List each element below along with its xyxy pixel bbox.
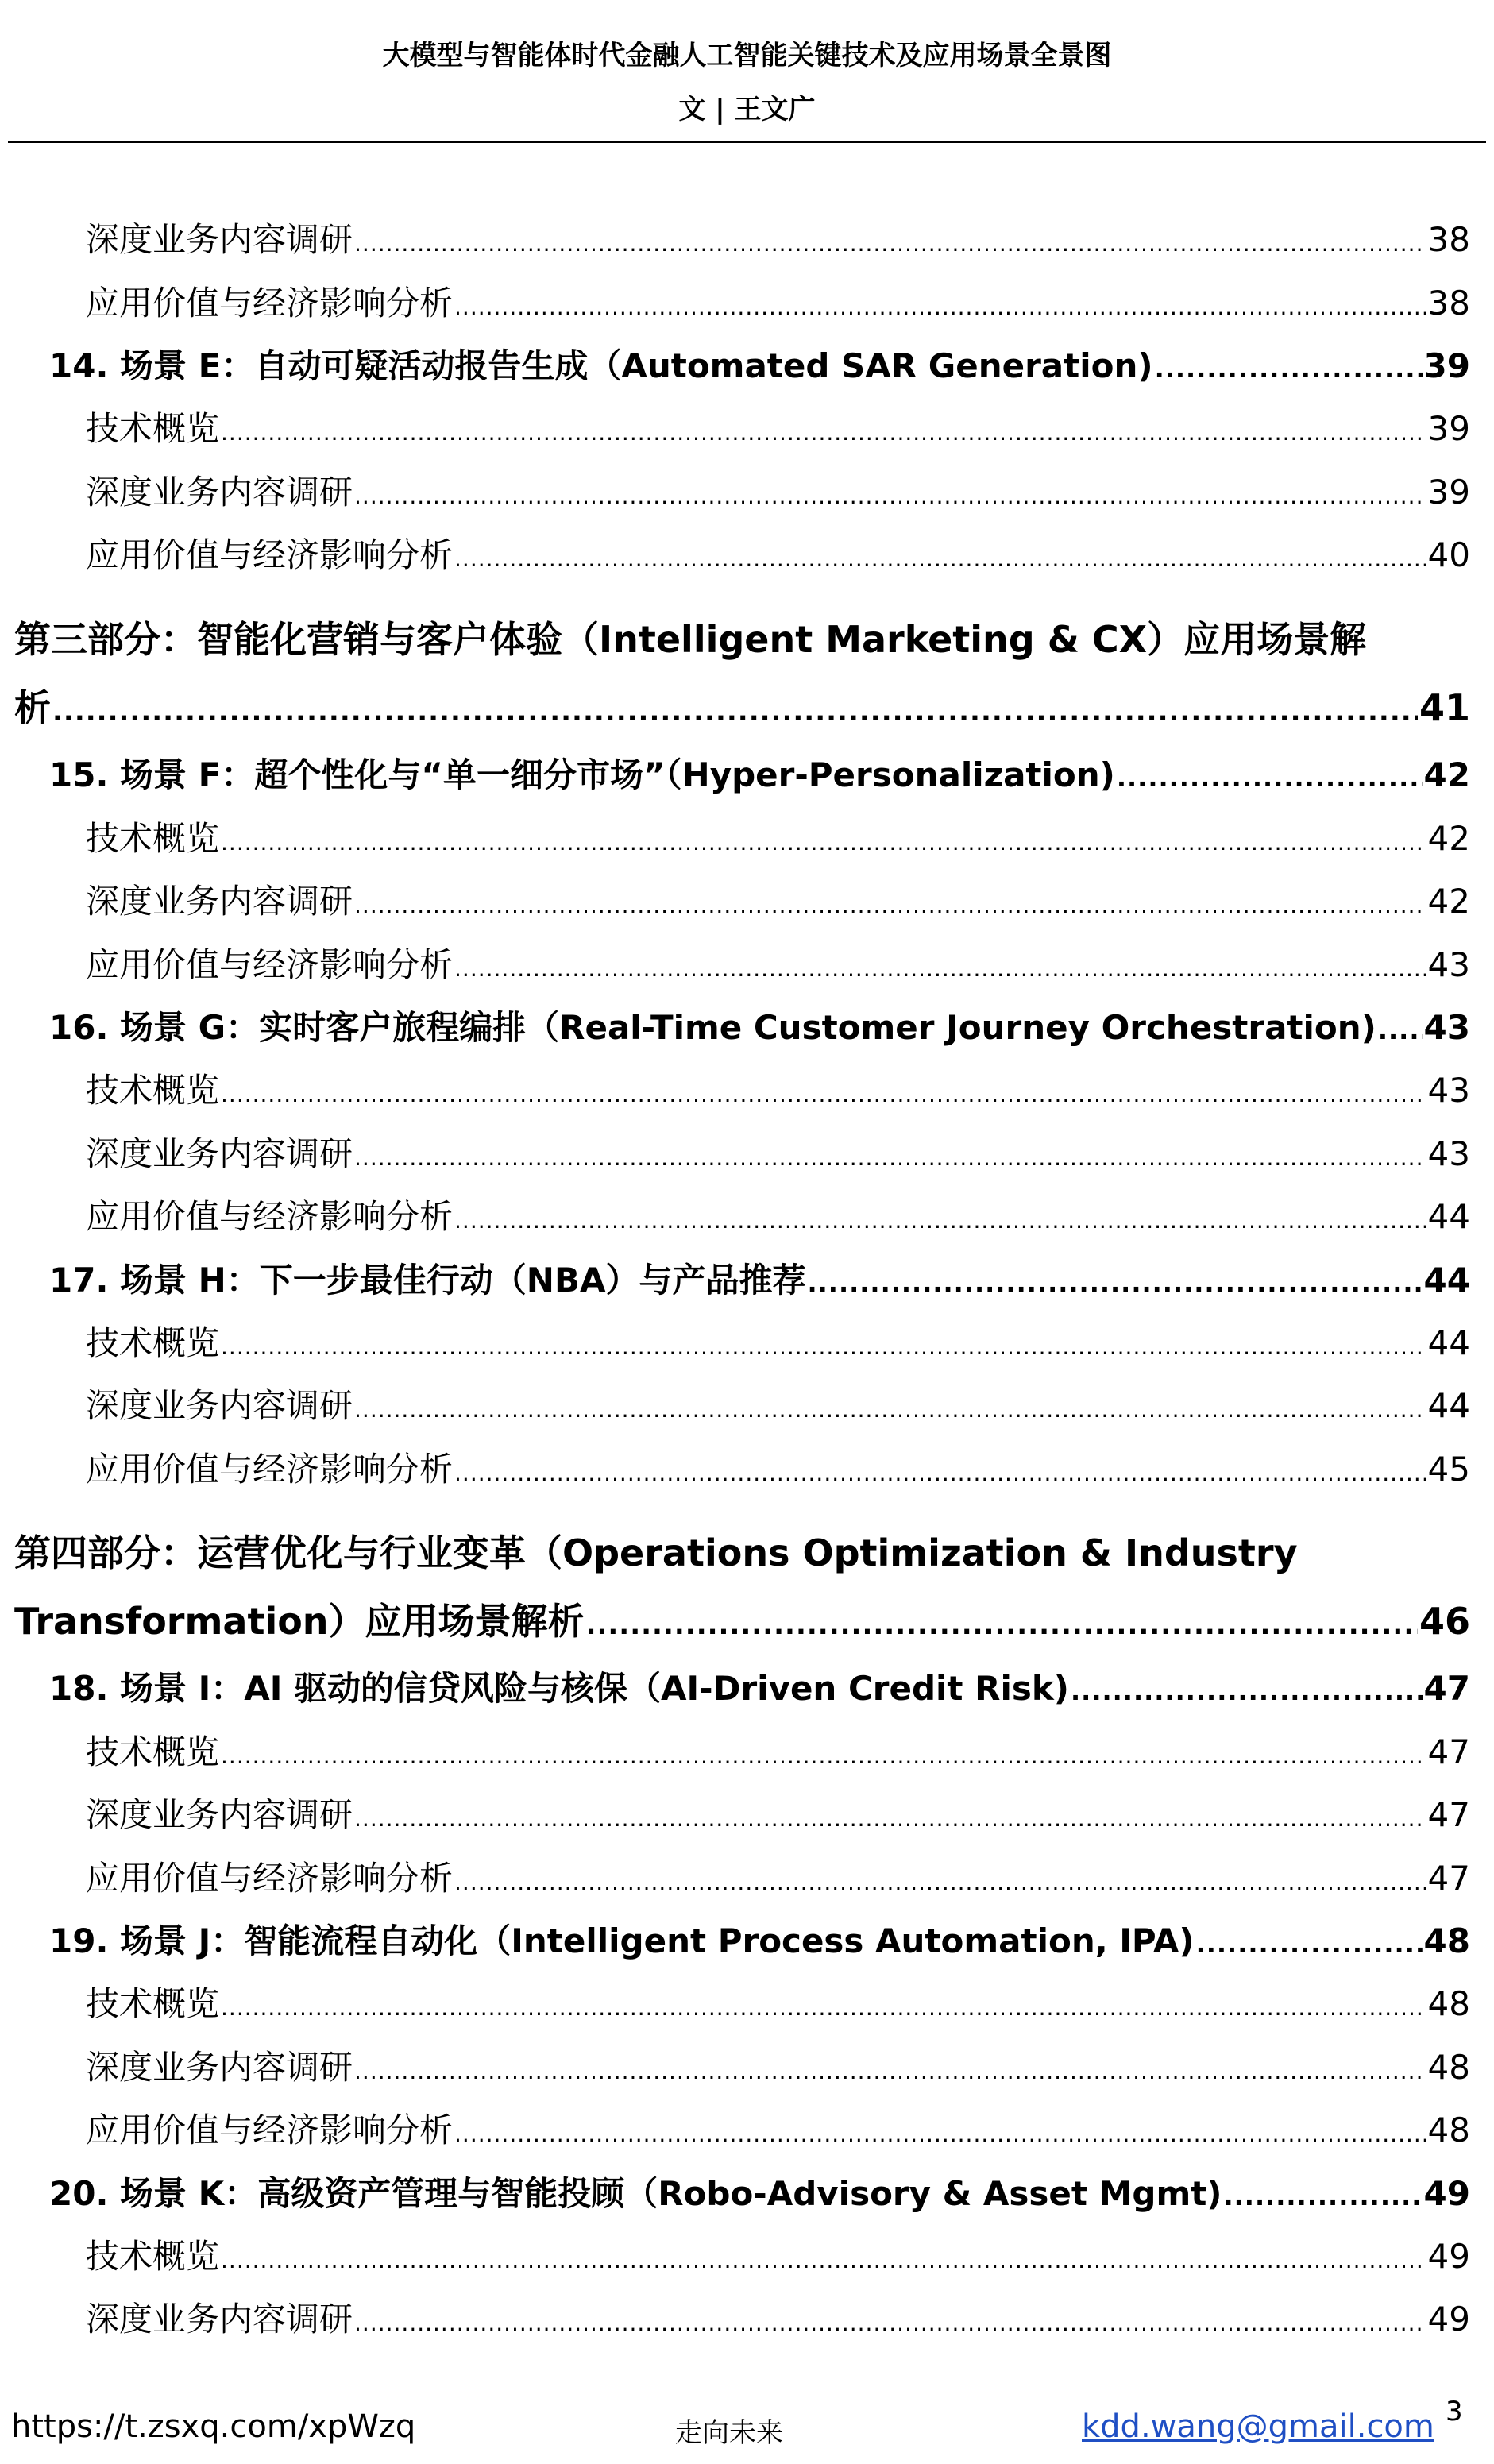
toc-entry-subsection[interactable] — [86, 467, 1470, 518]
toc-entry-title: 技术概览 — [86, 409, 220, 448]
toc-dot-leader — [221, 1731, 1426, 1782]
toc-page-number: 48 — [1427, 1984, 1470, 2023]
toc-entry-title: 技术概览 — [86, 1984, 220, 2023]
toc-entry-title: 15. 场景 F：超个性化与“单一细分市场”（Hyper-Personalization) — [49, 755, 1115, 794]
toc-page-number: 44 — [1427, 1386, 1470, 1425]
toc-entry-title: 技术概览 — [86, 819, 220, 858]
toc-entry-subsection[interactable] — [86, 404, 1470, 454]
toc-page-number: 47 — [1423, 1669, 1470, 1708]
toc-entry-title: 应用价值与经济影响分析 — [86, 945, 454, 984]
footer-center-text: 走向未来 — [675, 2417, 783, 2449]
toc-entry-subsection[interactable] — [86, 876, 1470, 927]
toc-entry-title: 深度业务内容调研 — [86, 1795, 353, 1834]
toc-entry-subsection[interactable] — [86, 2231, 1470, 2282]
toc-entry-scenario[interactable] — [49, 750, 1470, 801]
page-number: 3 — [1446, 2396, 1463, 2427]
toc-page-number: 47 — [1427, 1859, 1470, 1898]
toc-entry-subsection[interactable] — [86, 1318, 1470, 1369]
toc-page-number: 49 — [1427, 2300, 1470, 2338]
toc-page-number: 48 — [1427, 2048, 1470, 2087]
toc-page-number: 43 — [1423, 1008, 1470, 1047]
toc-part-title[interactable]: 第四部分：运营优化与行业变革（Operations Optimization & Industry — [14, 1531, 1298, 1574]
toc-entry-subsection[interactable] — [86, 1191, 1470, 1242]
toc-dot-leader — [454, 944, 1426, 994]
toc-dot-leader — [354, 1794, 1426, 1844]
toc-page-number: 47 — [1427, 1795, 1470, 1834]
toc-dot-leader — [354, 218, 1426, 269]
toc-dot-leader — [1117, 752, 1423, 803]
toc-dot-leader — [454, 282, 1426, 333]
toc-dot-leader — [221, 1069, 1426, 1120]
toc-entry-subsection[interactable] — [86, 2105, 1470, 2156]
toc-entry-subsection[interactable] — [86, 1727, 1470, 1778]
toc-entry-title: 16. 场景 G：实时客户旅程编排（Real-Time Customer Journey Orchestration) — [49, 1008, 1376, 1047]
toc-entry-title: 应用价值与经济影响分析 — [86, 2111, 454, 2149]
toc-entry-part[interactable] — [14, 1593, 1470, 1649]
toc-page-number: 39 — [1427, 473, 1470, 512]
toc-dot-leader — [1223, 2171, 1422, 2222]
toc-entry-title: 应用价值与经济影响分析 — [86, 1197, 454, 1236]
toc-entry-title: 深度业务内容调研 — [86, 220, 353, 259]
toc-dot-leader — [454, 1857, 1426, 1908]
toc-page-number: 42 — [1423, 755, 1470, 794]
toc-entry-subsection[interactable] — [86, 940, 1470, 991]
toc-page-number: 44 — [1427, 1197, 1470, 1236]
toc-entry-subsection[interactable] — [86, 1979, 1470, 2030]
toc-dot-leader — [221, 407, 1426, 458]
toc-entry-title: 17. 场景 H：下一步最佳行动（NBA）与产品推荐 — [49, 1261, 806, 1300]
toc-page-number: 43 — [1427, 1071, 1470, 1110]
toc-dot-leader — [807, 1257, 1422, 1308]
toc-entry-subsection[interactable] — [86, 813, 1470, 864]
toc-entry-title: 深度业务内容调研 — [86, 473, 353, 512]
toc-page-number: 38 — [1427, 284, 1470, 322]
toc-entry-title: 应用价值与经济影响分析 — [86, 535, 454, 574]
page-footer — [0, 2396, 1494, 2464]
toc-entry-subsection[interactable] — [86, 278, 1470, 329]
toc-page-number: 40 — [1427, 535, 1470, 574]
toc-page-number: 38 — [1427, 220, 1470, 259]
toc-dot-leader — [221, 1983, 1426, 2033]
toc-page-number: 39 — [1423, 346, 1470, 385]
toc-page-number: 41 — [1419, 686, 1470, 729]
toc-dot-leader — [221, 1322, 1426, 1373]
toc-entry-title: 应用价值与经济影响分析 — [86, 284, 454, 322]
toc-page-number: 47 — [1427, 1732, 1470, 1771]
footer-url-link[interactable]: https://t.zsxq.com/xpWzq — [11, 2408, 416, 2445]
document-author: 文 | 王文广 — [678, 94, 816, 126]
toc-dot-leader — [586, 1597, 1418, 1653]
toc-part-title[interactable]: 第三部分：智能化营销与客户体验（Intelligent Marketing & CX）应用场景解 — [14, 618, 1367, 661]
toc-dot-leader — [354, 2298, 1426, 2349]
toc-entry-subsection[interactable] — [86, 530, 1470, 581]
toc-dot-leader — [221, 817, 1426, 868]
toc-dot-leader — [354, 2046, 1426, 2097]
toc-entry-subsection[interactable] — [86, 1444, 1470, 1495]
toc-entry-title: 18. 场景 I：AI 驱动的信贷风险与核保（AI-Driven Credit Risk) — [49, 1669, 1069, 1708]
toc-page-number: 43 — [1427, 945, 1470, 984]
toc-entry-subsection[interactable] — [86, 2294, 1470, 2345]
toc-entry-title: 技术概览 — [86, 1732, 220, 1771]
toc-dot-leader — [1155, 343, 1423, 394]
toc-entry-title: Transformation）应用场景解析 — [14, 1600, 585, 1643]
toc-entry-title: 应用价值与经济影响分析 — [86, 1450, 454, 1489]
toc-dot-leader — [454, 1195, 1426, 1246]
toc-dot-leader — [354, 880, 1426, 931]
toc-entry-scenario[interactable] — [49, 2169, 1470, 2219]
toc-dot-leader — [1378, 1005, 1423, 1056]
toc-entry-part[interactable] — [14, 680, 1470, 736]
toc-dot-leader — [221, 2235, 1426, 2286]
toc-page-number: 49 — [1423, 2174, 1470, 2213]
toc-entry-scenario[interactable] — [49, 1916, 1470, 1967]
toc-entry-subsection[interactable] — [86, 1381, 1470, 1431]
toc-entry-title: 深度业务内容调研 — [86, 2048, 353, 2087]
toc-entry-title: 技术概览 — [86, 2237, 220, 2276]
toc-dot-leader — [354, 471, 1426, 522]
toc-entry-scenario[interactable] — [49, 341, 1470, 392]
toc-dot-leader — [1196, 1918, 1423, 1969]
toc-page-number: 49 — [1427, 2237, 1470, 2276]
toc-entry-title: 深度业务内容调研 — [86, 1386, 353, 1425]
toc-page-number: 46 — [1419, 1600, 1470, 1643]
toc-entry-scenario[interactable] — [49, 1663, 1470, 1714]
toc-entry-subsection[interactable] — [86, 1129, 1470, 1180]
toc-page-number: 43 — [1427, 1134, 1470, 1173]
footer-email-link[interactable]: kdd.wang@gmail.com — [1082, 2408, 1434, 2445]
toc-entry-subsection[interactable] — [86, 214, 1470, 265]
toc-entry-scenario[interactable] — [49, 1002, 1470, 1053]
toc-entry-title: 技术概览 — [86, 1071, 220, 1110]
toc-page-number: 39 — [1427, 409, 1470, 448]
toc-entry-title: 析 — [14, 686, 51, 729]
toc-dot-leader — [52, 684, 1418, 740]
toc-page-number: 45 — [1427, 1450, 1470, 1489]
toc-dot-leader — [354, 1385, 1426, 1435]
document-title: 大模型与智能体时代金融人工智能关键技术及应用场景全景图 — [382, 40, 1112, 71]
toc-entry-title: 技术概览 — [86, 1323, 220, 1362]
toc-entry-title: 19. 场景 J：智能流程自动化（Intelligent Process Automation, IPA) — [49, 1921, 1195, 1960]
toc-page-number: 48 — [1423, 1921, 1470, 1960]
toc-page-number: 42 — [1427, 819, 1470, 858]
toc-entry-title: 深度业务内容调研 — [86, 882, 353, 921]
toc-dot-leader — [454, 534, 1426, 585]
toc-entry-subsection[interactable] — [86, 1790, 1470, 1840]
toc-entry-title: 深度业务内容调研 — [86, 2300, 353, 2338]
toc-entry-subsection[interactable] — [86, 2042, 1470, 2093]
toc-entry-scenario[interactable] — [49, 1255, 1470, 1306]
toc-page-number: 44 — [1423, 1261, 1470, 1300]
toc-page-number: 42 — [1427, 882, 1470, 921]
toc-entry-title: 应用价值与经济影响分析 — [86, 1859, 454, 1898]
toc-dot-leader — [1071, 1666, 1423, 1717]
toc-entry-subsection[interactable] — [86, 1853, 1470, 1904]
toc-dot-leader — [354, 1133, 1426, 1184]
toc-dot-leader — [454, 1448, 1426, 1499]
toc-page-number: 44 — [1427, 1323, 1470, 1362]
toc-entry-title: 深度业务内容调研 — [86, 1134, 353, 1173]
toc-page-number: 48 — [1427, 2111, 1470, 2149]
toc-dot-leader — [454, 2109, 1426, 2160]
toc-entry-title: 20. 场景 K：高级资产管理与智能投顾（Robo-Advisory & Asset Mgmt) — [49, 2174, 1222, 2213]
toc-entry-title: 14. 场景 E：自动可疑活动报告生成（Automated SAR Generation) — [49, 346, 1153, 385]
toc-entry-subsection[interactable] — [86, 1065, 1470, 1116]
